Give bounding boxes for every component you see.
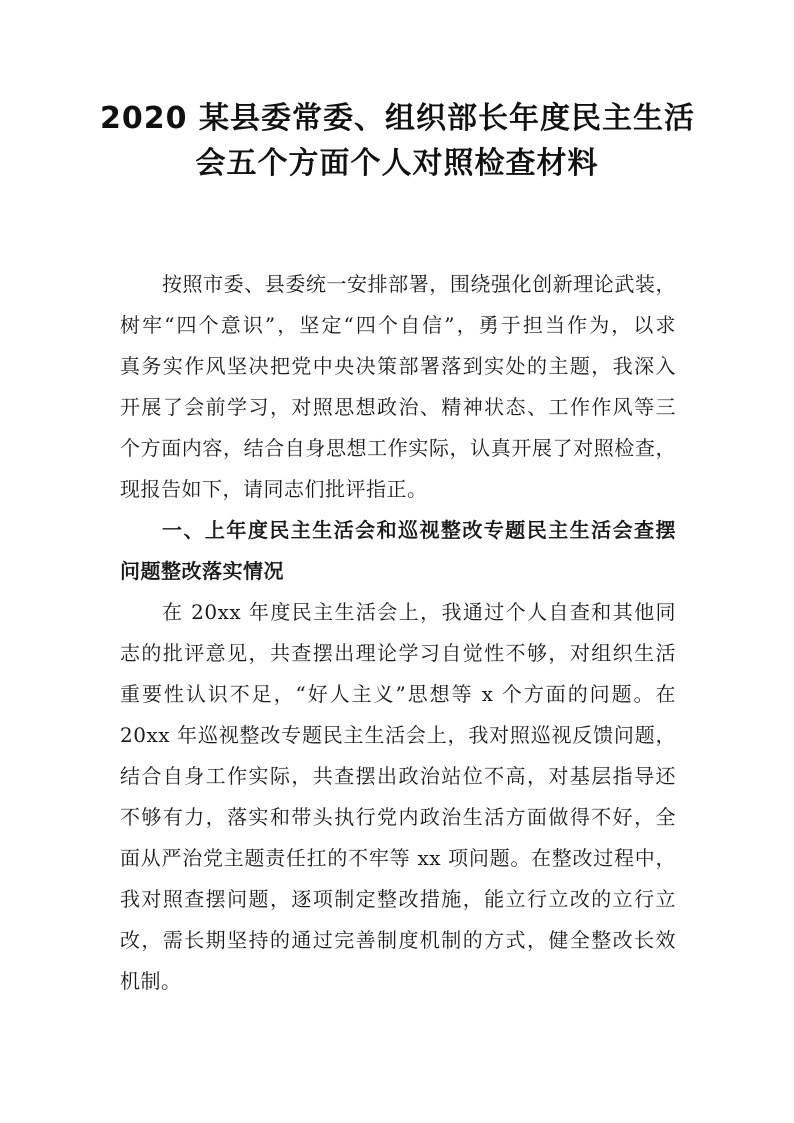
document-body: [120, 264, 676, 1002]
paragraph-line: 志的批评意见，共查摆出理论学习自觉性不够，对组织生活: [120, 641, 676, 665]
paragraph-line: 结合自身工作实际，共查摆出政治站位不高，对基层指导还: [120, 764, 676, 788]
paragraph-line: 现报告如下，请同志们批评指正。: [120, 477, 428, 501]
heading-line: 一、上年度民主生活会和巡视整改专题民主生活会查摆: [162, 518, 676, 542]
section-heading: [120, 510, 676, 592]
intro-paragraph: [120, 264, 676, 510]
section-paragraph: [120, 592, 676, 1002]
heading-line: 问题整改落实情况: [120, 559, 284, 583]
paragraph-line: 开展了会前学习，对照思想政治、精神状态、工作作风等三: [120, 395, 676, 419]
paragraph-line: 不够有力，落实和带头执行党内政治生活方面做得不好，全: [120, 805, 676, 829]
paragraph-line: 20xx 年巡视整改专题民主生活会上，我对照巡视反馈问题，: [120, 723, 676, 747]
paragraph-line: 树牢“四个意识”，坚定“四个自信”，勇于担当作为，以求: [120, 313, 676, 337]
title-line-1: 2020 某县委常委、组织部长年度民主生活: [100, 101, 695, 136]
paragraph-line: 我对照查摆问题，逐项制定整改措施，能立行立改的立行立: [120, 887, 676, 911]
title-line-2: 会五个方面个人对照检查材料: [195, 146, 599, 181]
paragraph-line: 面从严治党主题责任扛的不牢等 xx 项问题。在整改过程中，: [120, 846, 676, 870]
paragraph-line: 机制。: [120, 969, 182, 993]
paragraph-line: 在 20xx 年度民主生活会上，我通过个人自查和其他同: [162, 600, 676, 624]
paragraph-line: 按照市委、县委统一安排部署，围绕强化创新理论武装，: [162, 272, 676, 296]
document-title: [100, 96, 694, 186]
paragraph-line: 真务实作风坚决把党中央决策部署落到实处的主题，我深入: [120, 354, 676, 378]
paragraph-line: 个方面内容，结合自身思想工作实际，认真开展了对照检查，: [120, 436, 676, 460]
paragraph-line: 改，需长期坚持的通过完善制度机制的方式，健全整改长效: [120, 928, 676, 952]
paragraph-line: 重要性认识不足，“好人主义”思想等 x 个方面的问题。在: [120, 682, 676, 706]
